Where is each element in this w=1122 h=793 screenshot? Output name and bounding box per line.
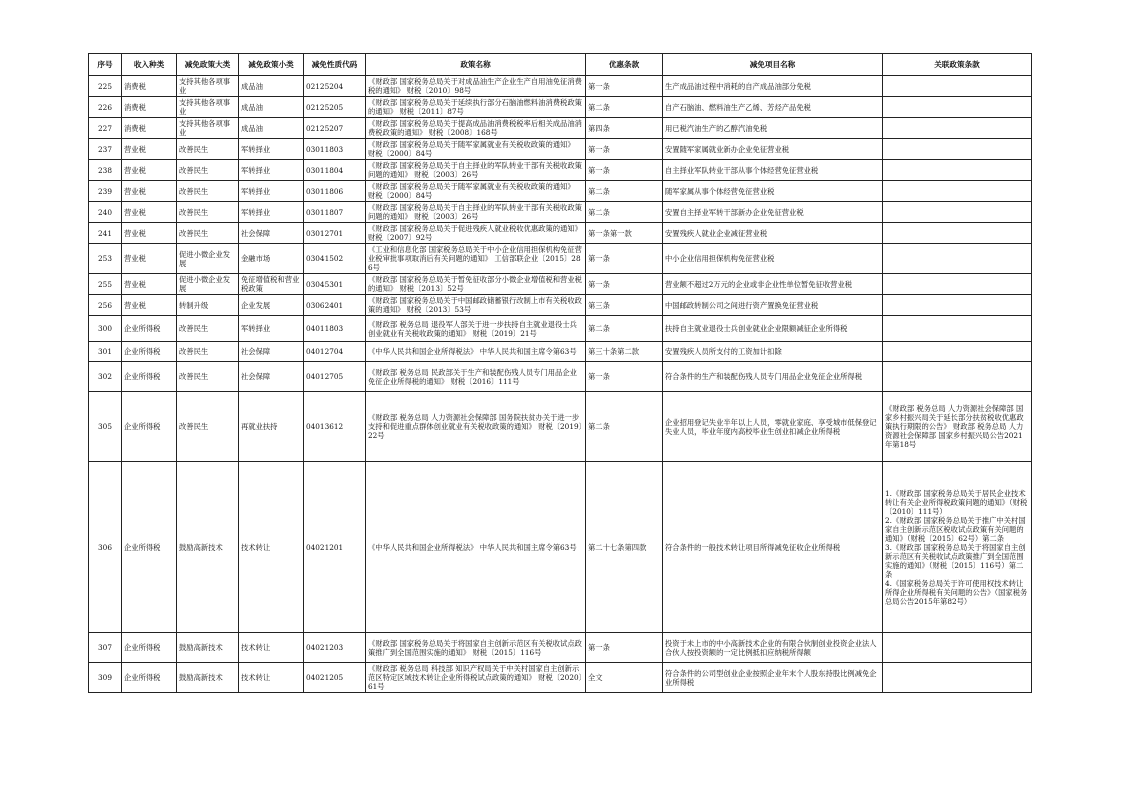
header-cell: 减免性质代码	[304, 54, 366, 76]
policy-subcategory-cell: 技术转让	[239, 462, 304, 633]
code-cell: 04012705	[304, 362, 366, 392]
item-name-cell: 用已税汽油生产的乙醇汽油免税	[663, 118, 883, 139]
item-name-cell: 安置残疾人员所支付的工资加计扣除	[663, 342, 883, 362]
tax-type-cell: 营业税	[122, 139, 177, 160]
policy-category-cell: 促进小微企业发展	[177, 244, 239, 274]
table-row	[89, 139, 1032, 160]
item-name-cell: 中小企业信用担保机构免征营业税	[663, 244, 883, 274]
policy-name-cell: 《财政部 税务总局 民政部关于生产和装配伤残人员专门用品企业免征企业所得税的通知》 财税〔2016〕111号	[366, 362, 586, 392]
table-row	[89, 392, 1032, 462]
header-row	[89, 54, 1032, 76]
clause-cell: 第二条	[586, 316, 663, 342]
clause-cell: 第二条	[586, 97, 663, 118]
policy-subcategory-cell: 企业发展	[239, 295, 304, 316]
seq-cell: 301	[89, 342, 122, 362]
tax-type-cell: 营业税	[122, 160, 177, 181]
policy-category-cell: 改善民生	[177, 362, 239, 392]
seq-cell: 255	[89, 274, 122, 295]
seq-cell: 227	[89, 118, 122, 139]
code-cell: 03062401	[304, 295, 366, 316]
tax-type-cell: 企业所得税	[122, 342, 177, 362]
clause-cell: 第一条第一款	[586, 223, 663, 244]
tax-type-cell: 营业税	[122, 223, 177, 244]
header-cell: 优惠条款	[586, 54, 663, 76]
clause-cell: 第一条	[586, 362, 663, 392]
policy-subcategory-cell: 成品油	[239, 97, 304, 118]
policy-subcategory-cell: 军转择业	[239, 316, 304, 342]
table-row	[89, 160, 1032, 181]
tax-type-cell: 企业所得税	[122, 362, 177, 392]
tax-type-cell: 消费税	[122, 76, 177, 97]
seq-cell: 225	[89, 76, 122, 97]
table-row	[89, 362, 1032, 392]
related-policy-cell	[883, 181, 1032, 202]
table-row	[89, 244, 1032, 274]
policy-category-cell: 转制升级	[177, 295, 239, 316]
seq-cell: 226	[89, 97, 122, 118]
policy-category-cell: 改善民生	[177, 392, 239, 462]
item-name-cell: 安置随军家属就业新办企业免征营业税	[663, 139, 883, 160]
seq-cell: 239	[89, 181, 122, 202]
related-policy-cell: 1.《财政部 国家税务总局关于居民企业技术转让有关企业所得税政策问题的通知》（财税〔2010〕111号） 2.《财政部 国家税务总局关于推广中关村国家自主创新示范区税收试点政策有关问题的通知》（财税〔2015〕62号）第二条 3.《财政部 国家税务总局关于将国家自主创新示范区有关税收试点政策推广到全国范围实施的通知》（财税〔2015〕116号）第二条 4.《国家税务总局关于许可使用权技术转让所得企业所得税有关问题的公告》（国家税务总局公告2015年第82号）	[883, 462, 1032, 633]
code-cell: 04021201	[304, 462, 366, 633]
seq-cell: 238	[89, 160, 122, 181]
related-policy-cell	[883, 342, 1032, 362]
tax-policy-table	[88, 53, 1032, 693]
policy-subcategory-cell: 军转择业	[239, 160, 304, 181]
policy-name-cell: 《中华人民共和国企业所得税法》 中华人民共和国主席令第63号	[366, 342, 586, 362]
policy-category-cell: 鼓励高新技术	[177, 462, 239, 633]
table-row	[89, 342, 1032, 362]
policy-subcategory-cell: 再就业扶持	[239, 392, 304, 462]
code-cell: 03012701	[304, 223, 366, 244]
related-policy-cell	[883, 202, 1032, 223]
related-policy-cell	[883, 362, 1032, 392]
policy-name-cell: 《财政部 国家税务总局关于自主择业的军队转业干部有关税收政策问题的通知》 财税〔2003〕26号	[366, 202, 586, 223]
policy-subcategory-cell: 社会保障	[239, 362, 304, 392]
code-cell: 03011803	[304, 139, 366, 160]
policy-name-cell: 《财政部 税务总局 科技部 知识产权局关于中关村国家自主创新示范区特定区域技术转让企业所得税试点政策的通知》 财税〔2020〕61号	[366, 663, 586, 693]
clause-cell: 第一条	[586, 633, 663, 663]
item-name-cell: 自产石脑油、燃料油生产乙烯、芳烃产品免税	[663, 97, 883, 118]
policy-subcategory-cell: 社会保障	[239, 223, 304, 244]
clause-cell: 第一条	[586, 76, 663, 97]
table-row	[89, 633, 1032, 663]
seq-cell: 300	[89, 316, 122, 342]
policy-subcategory-cell: 技术转让	[239, 663, 304, 693]
clause-cell: 第一条	[586, 274, 663, 295]
code-cell: 02125205	[304, 97, 366, 118]
table-row	[89, 462, 1032, 633]
code-cell: 04012704	[304, 342, 366, 362]
table-row	[89, 274, 1032, 295]
policy-category-cell: 鼓励高新技术	[177, 663, 239, 693]
seq-cell: 240	[89, 202, 122, 223]
clause-cell: 第一条	[586, 244, 663, 274]
policy-subcategory-cell: 免征增值税和营业税政策	[239, 274, 304, 295]
policy-category-cell: 鼓励高新技术	[177, 633, 239, 663]
item-name-cell: 自主择业军队转业干部从事个体经营免征营业税	[663, 160, 883, 181]
tax-type-cell: 消费税	[122, 118, 177, 139]
clause-cell: 第二条	[586, 181, 663, 202]
table-row	[89, 202, 1032, 223]
tax-type-cell: 营业税	[122, 295, 177, 316]
policy-category-cell: 支持其他各项事业	[177, 97, 239, 118]
code-cell: 04021203	[304, 633, 366, 663]
policy-name-cell: 《财政部 税务总局 退役军人部关于进一步扶持自主就业退役士兵创业就业有关税收政策的通知》 财税〔2019〕21号	[366, 316, 586, 342]
policy-name-cell: 《财政部 国家税务总局关于将国家自主创新示范区有关税收试点政策推广到全国范围实施的通知》 财税〔2015〕116号	[366, 633, 586, 663]
clause-cell: 第四条	[586, 118, 663, 139]
seq-cell: 302	[89, 362, 122, 392]
seq-cell: 241	[89, 223, 122, 244]
code-cell: 02125207	[304, 118, 366, 139]
policy-name-cell: 《财政部 国家税务总局关于促进残疾人就业税收优惠政策的通知》 财税〔2007〕92号	[366, 223, 586, 244]
header-cell: 关联政策条款	[883, 54, 1032, 76]
seq-cell: 256	[89, 295, 122, 316]
related-policy-cell: 《财政部 税务总局 人力资源社会保障部 国家乡村振兴局关于延长部分扶贫税收优惠政策执行期限的公告》 财政部 税务总局 人力资源社会保障部 国家乡村振兴局公告2021年第18号	[883, 392, 1032, 462]
policy-subcategory-cell: 金融市场	[239, 244, 304, 274]
item-name-cell: 投资于未上市的中小高新技术企业的有限合伙制创业投资企业法人合伙人按投资额的一定比例抵扣应纳税所得额	[663, 633, 883, 663]
table-row	[89, 295, 1032, 316]
related-policy-cell	[883, 633, 1032, 663]
related-policy-cell	[883, 160, 1032, 181]
seq-cell: 306	[89, 462, 122, 633]
item-name-cell: 营业额不超过2万元的企业或非企业性单位暂免征收营业税	[663, 274, 883, 295]
item-name-cell: 生产成品油过程中消耗的自产成品油部分免税	[663, 76, 883, 97]
code-cell: 04011803	[304, 316, 366, 342]
table-row	[89, 76, 1032, 97]
policy-name-cell: 《财政部 国家税务总局关于提高成品油消费税税率后相关成品油消费税政策的通知》 财税〔2008〕168号	[366, 118, 586, 139]
policy-category-cell: 支持其他各项事业	[177, 76, 239, 97]
header-cell: 政策名称	[366, 54, 586, 76]
tax-type-cell: 企业所得税	[122, 633, 177, 663]
policy-category-cell: 改善民生	[177, 139, 239, 160]
related-policy-cell	[883, 663, 1032, 693]
seq-cell: 253	[89, 244, 122, 274]
related-policy-cell	[883, 295, 1032, 316]
policy-name-cell: 《财政部 国家税务总局关于随军家属就业有关税收政策的通知》 财税〔2000〕84号	[366, 181, 586, 202]
tax-type-cell: 消费税	[122, 97, 177, 118]
related-policy-cell	[883, 97, 1032, 118]
seq-cell: 237	[89, 139, 122, 160]
clause-cell: 第二条	[586, 202, 663, 223]
clause-cell: 第二条	[586, 392, 663, 462]
policy-name-cell: 《工业和信息化部 国家税务总局关于中小企业信用担保机构免征营业税审批事项取消后有关问题的通知》 工信部联企业〔2015〕286号	[366, 244, 586, 274]
code-cell: 02125204	[304, 76, 366, 97]
seq-cell: 305	[89, 392, 122, 462]
policy-category-cell: 促进小微企业发展	[177, 274, 239, 295]
item-name-cell: 符合条件的一般技术转让项目所得减免征收企业所得税	[663, 462, 883, 633]
tax-type-cell: 营业税	[122, 181, 177, 202]
item-name-cell: 安置自主择业军转干部新办企业免征营业税	[663, 202, 883, 223]
policy-name-cell: 《财政部 国家税务总局关于暂免征收部分小微企业增值税和营业税的通知》 财税〔2013〕52号	[366, 274, 586, 295]
code-cell: 04021205	[304, 663, 366, 693]
table-row	[89, 181, 1032, 202]
header-cell: 减免政策小类	[239, 54, 304, 76]
policy-category-cell: 支持其他各项事业	[177, 118, 239, 139]
policy-subcategory-cell: 社会保障	[239, 342, 304, 362]
code-cell: 03011807	[304, 202, 366, 223]
tax-type-cell: 企业所得税	[122, 663, 177, 693]
seq-cell: 309	[89, 663, 122, 693]
policy-subcategory-cell: 军转择业	[239, 181, 304, 202]
table-row	[89, 663, 1032, 693]
table-row	[89, 316, 1032, 342]
code-cell: 03011806	[304, 181, 366, 202]
seq-cell: 307	[89, 633, 122, 663]
code-cell: 03041502	[304, 244, 366, 274]
item-name-cell: 随军家属从事个体经营免征营业税	[663, 181, 883, 202]
policy-category-cell: 改善民生	[177, 181, 239, 202]
table-row	[89, 223, 1032, 244]
table-row	[89, 118, 1032, 139]
clause-cell: 全文	[586, 663, 663, 693]
item-name-cell: 符合条件的公司型创业企业按照企业年末个人股东持股比例减免企业所得税	[663, 663, 883, 693]
related-policy-cell	[883, 139, 1032, 160]
item-name-cell: 中国邮政转制公司之间进行资产置换免征营业税	[663, 295, 883, 316]
policy-table-page	[88, 53, 1031, 693]
related-policy-cell	[883, 223, 1032, 244]
code-cell: 03045301	[304, 274, 366, 295]
policy-subcategory-cell: 军转择业	[239, 139, 304, 160]
policy-name-cell: 《财政部 国家税务总局关于延续执行部分石脑油燃料油消费税政策的通知》 财税〔2011〕87号	[366, 97, 586, 118]
policy-subcategory-cell: 军转择业	[239, 202, 304, 223]
header-cell: 减免政策大类	[177, 54, 239, 76]
policy-category-cell: 改善民生	[177, 223, 239, 244]
header-cell: 收入种类	[122, 54, 177, 76]
policy-name-cell: 《中华人民共和国企业所得税法》 中华人民共和国主席令第63号	[366, 462, 586, 633]
related-policy-cell	[883, 316, 1032, 342]
related-policy-cell	[883, 118, 1032, 139]
clause-cell: 第三条	[586, 295, 663, 316]
tax-type-cell: 企业所得税	[122, 392, 177, 462]
clause-cell: 第三十条第二款	[586, 342, 663, 362]
header-cell: 序号	[89, 54, 122, 76]
policy-name-cell: 《财政部 国家税务总局关于随军家属就业有关税收政策的通知》 财税〔2000〕84号	[366, 139, 586, 160]
policy-subcategory-cell: 成品油	[239, 76, 304, 97]
policy-subcategory-cell: 成品油	[239, 118, 304, 139]
header-cell: 减免项目名称	[663, 54, 883, 76]
tax-type-cell: 营业税	[122, 274, 177, 295]
policy-name-cell: 《财政部 税务总局 人力资源社会保障部 国务院扶贫办关于进一步支持和促进重点群体创业就业有关税收政策的通知》 财税〔2019〕22号	[366, 392, 586, 462]
policy-category-cell: 改善民生	[177, 202, 239, 223]
code-cell: 03011804	[304, 160, 366, 181]
policy-name-cell: 《财政部 国家税务总局关于自主择业的军队转业干部有关税收政策问题的通知》 财税〔2003〕26号	[366, 160, 586, 181]
policy-category-cell: 改善民生	[177, 160, 239, 181]
related-policy-cell	[883, 244, 1032, 274]
policy-name-cell: 《财政部 国家税务总局关于中国邮政储蓄银行改制上市有关税收政策的通知》 财税〔2013〕53号	[366, 295, 586, 316]
tax-type-cell: 企业所得税	[122, 462, 177, 633]
table-row	[89, 97, 1032, 118]
tax-type-cell: 营业税	[122, 202, 177, 223]
clause-cell: 第一条	[586, 160, 663, 181]
tax-type-cell: 营业税	[122, 244, 177, 274]
policy-category-cell: 改善民生	[177, 316, 239, 342]
related-policy-cell	[883, 76, 1032, 97]
related-policy-cell	[883, 274, 1032, 295]
code-cell: 04013612	[304, 392, 366, 462]
item-name-cell: 企业招用登记失业半年以上人员，零就业家庭、享受城市低保登记失业人员，毕业年度内高校毕业生创业扣减企业所得税	[663, 392, 883, 462]
policy-name-cell: 《财政部 国家税务总局关于对成品油生产企业生产自用油免征消费税的通知》 财税〔2010〕98号	[366, 76, 586, 97]
policy-subcategory-cell: 技术转让	[239, 633, 304, 663]
clause-cell: 第一条	[586, 139, 663, 160]
item-name-cell: 符合条件的生产和装配伤残人员专门用品企业免征企业所得税	[663, 362, 883, 392]
tax-type-cell: 企业所得税	[122, 316, 177, 342]
item-name-cell: 扶持自主就业退役士兵创业就业企业限额减征企业所得税	[663, 316, 883, 342]
clause-cell: 第二十七条第四款	[586, 462, 663, 633]
item-name-cell: 安置残疾人就业企业减征营业税	[663, 223, 883, 244]
policy-category-cell: 改善民生	[177, 342, 239, 362]
